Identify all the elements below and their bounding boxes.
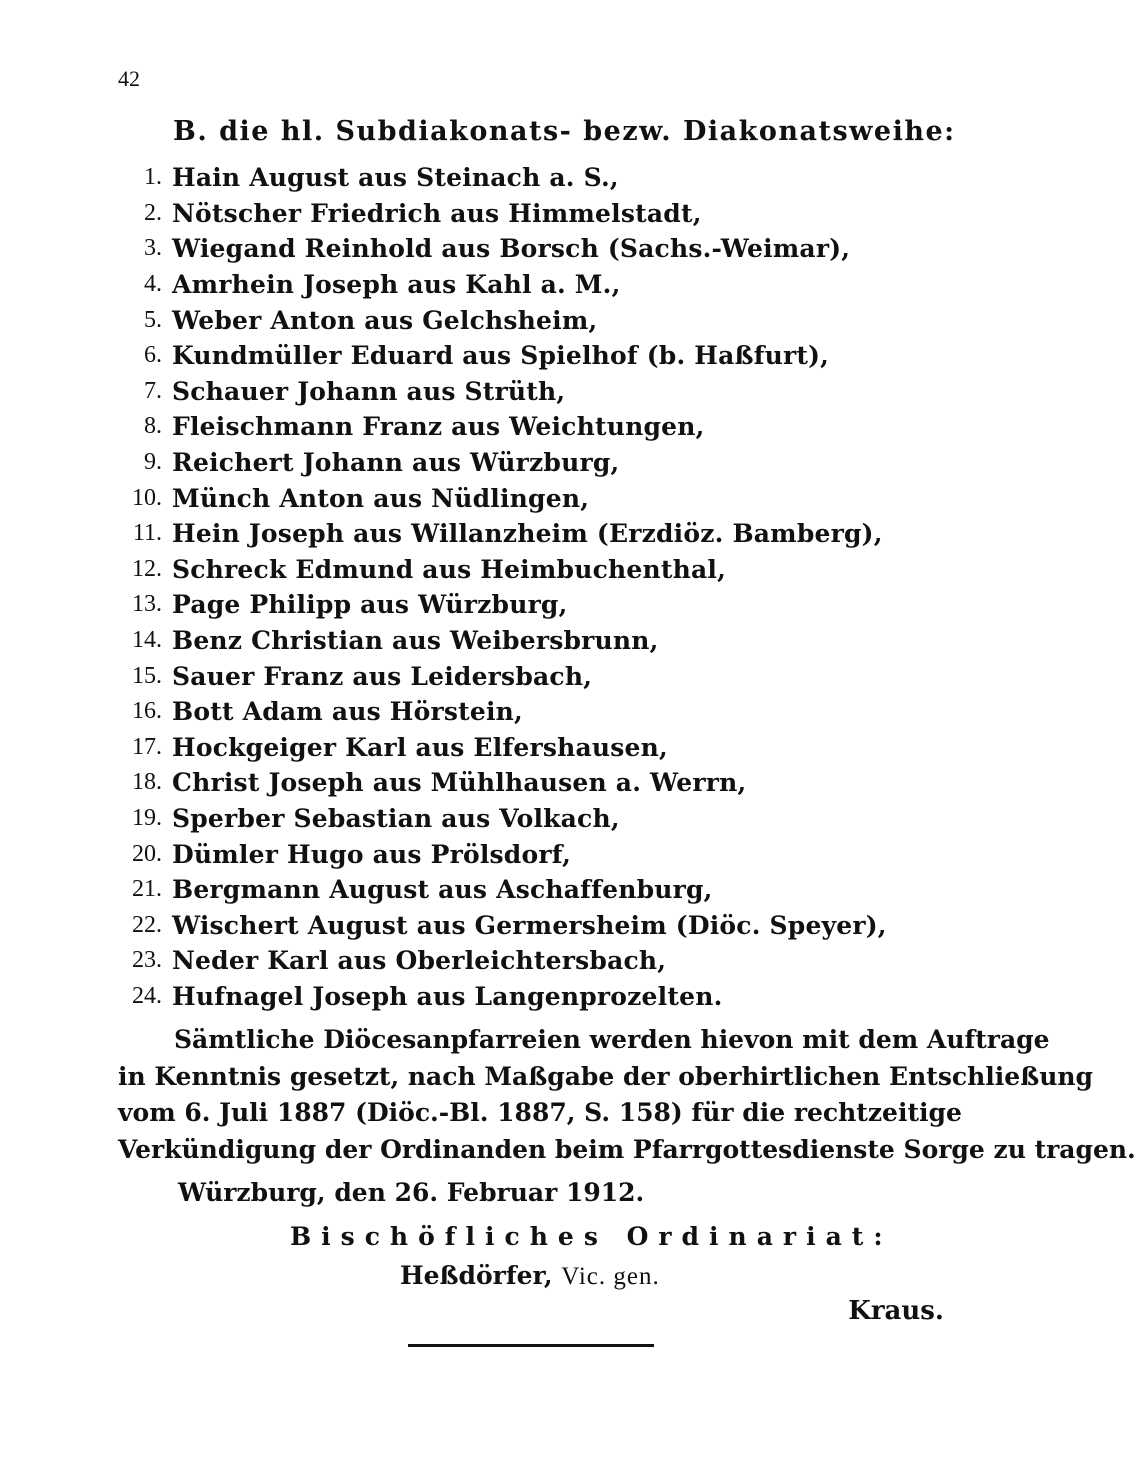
ordinand-number: 2.	[144, 199, 162, 226]
issuing-authority: Bischöfliches Ordinariat:	[290, 1222, 893, 1251]
ordinand-number: 10.	[132, 484, 162, 511]
ordinand-entry: Page Philipp aus Würzburg,	[172, 590, 568, 620]
ordinand-entry: Schreck Edmund aus Heimbuchenthal,	[172, 554, 726, 584]
ordinand-item	[100, 516, 887, 552]
ordinand-number: 16.	[132, 698, 162, 725]
ordinand-entry: Nötscher Friedrich aus Himmelstadt,	[172, 198, 702, 228]
signatory-name: Heßdörfer,	[400, 1261, 553, 1290]
ordinand-number: 1.	[144, 164, 162, 191]
ordinand-item	[100, 801, 887, 837]
ordinand-entry: Bott Adam aus Hörstein,	[172, 697, 523, 727]
ordinand-number: 8.	[144, 413, 162, 440]
closing-rule	[408, 1344, 654, 1347]
ordinand-item	[100, 445, 887, 481]
ordinand-item	[100, 658, 887, 694]
ordinand-entry: Schauer Johann aus Strüth,	[172, 376, 566, 406]
paragraph-line: Verkündigung der Ordinanden beim Pfarrgottesdienste Sorge zu tragen.	[118, 1134, 1136, 1164]
ordinand-number: 21.	[132, 876, 162, 903]
ordinand-number: 22.	[132, 911, 162, 938]
ordinand-entry: Münch Anton aus Nüdlingen,	[172, 483, 590, 513]
ordinand-number: 7.	[144, 377, 162, 404]
ordinand-number: 15.	[132, 662, 162, 689]
ordinand-item	[100, 765, 887, 801]
ordinand-entry: Hufnagel Joseph aus Langenprozelten.	[172, 981, 723, 1011]
ordinand-item	[100, 943, 887, 979]
ordinand-item	[100, 587, 887, 623]
ordinand-item	[100, 267, 887, 303]
ordinand-number: 9.	[144, 449, 162, 476]
ordinand-number: 19.	[132, 804, 162, 831]
paragraph-line: vom 6. Juli 1887 (Diöc.-Bl. 1887, S. 158) für die rechtzeitige	[118, 1098, 962, 1127]
ordinand-number: 23.	[132, 947, 162, 974]
ordinand-number: 12.	[132, 555, 162, 582]
ordinand-item	[100, 374, 887, 410]
ordinand-number: 3.	[144, 235, 162, 262]
paragraph-line: Sämtliche Diöcesanpfarreien werden hievon mit dem Auftrage	[174, 1025, 1050, 1054]
ordinand-number: 17.	[132, 733, 162, 760]
ordinand-entry: Fleischmann Franz aus Weichtungen,	[172, 412, 705, 442]
ordinand-number: 5.	[144, 306, 162, 333]
ordinand-entry: Wischert August aus Germersheim (Diöc. Speyer),	[172, 910, 887, 940]
ordinand-item	[100, 231, 887, 267]
ordinand-item	[100, 872, 887, 908]
ordinand-entry: Christ Joseph aus Mühlhausen a. Werrn,	[172, 768, 747, 798]
ordinand-entry: Amrhein Joseph aus Kahl a. M.,	[172, 270, 621, 300]
ordinand-item	[100, 623, 887, 659]
ordinand-entry: Wiegand Reinhold aus Borsch (Sachs.-Weimar),	[172, 234, 851, 264]
notice-paragraph	[118, 1022, 1136, 1168]
ordinand-item	[100, 694, 887, 730]
ordinand-number: 20.	[132, 840, 162, 867]
ordinand-entry: Sperber Sebastian aus Volkach,	[172, 803, 620, 833]
ordinand-entry: Sauer Franz aus Leidersbach,	[172, 661, 593, 691]
ordinand-number: 24.	[132, 982, 162, 1009]
ordinand-entry: Reichert Johann aus Würzburg,	[172, 448, 620, 478]
ordinand-item	[100, 730, 887, 766]
ordinand-item	[100, 196, 887, 232]
ordinand-entry: Benz Christian aus Weibersbrunn,	[172, 626, 659, 656]
ordinand-entry: Hockgeiger Karl aus Elfershausen,	[172, 732, 668, 762]
ordinand-entry: Hein Joseph aus Willanzheim (Erzdiöz. Bamberg),	[172, 519, 883, 549]
ordinand-number: 14.	[132, 627, 162, 654]
ordinand-item	[100, 160, 887, 196]
ordinand-entry: Neder Karl aus Oberleichtersbach,	[172, 946, 667, 976]
ordinand-item	[100, 480, 887, 516]
ordinand-entry: Dümler Hugo aus Prölsdorf,	[172, 839, 572, 869]
ordinand-number: 6.	[144, 342, 162, 369]
signatory-title: Vic. gen.	[561, 1263, 660, 1290]
ordinand-item	[100, 338, 887, 374]
ordinand-list	[100, 160, 887, 1014]
ordinand-item	[100, 836, 887, 872]
ordinand-item	[100, 907, 887, 943]
page-number: 42	[118, 66, 140, 91]
ordinand-item	[100, 552, 887, 588]
ordinand-item	[100, 409, 887, 445]
ordinand-number: 11.	[132, 520, 162, 547]
signatory	[400, 1261, 660, 1291]
cosigner: Kraus.	[848, 1296, 944, 1326]
ordinand-entry: Hain August aus Steinach a. S.,	[172, 163, 619, 193]
ordinand-item	[100, 302, 887, 338]
ordinand-item	[100, 979, 887, 1015]
ordinand-entry: Bergmann August aus Aschaffenburg,	[172, 875, 713, 905]
date-line: Würzburg, den 26. Februar 1912.	[178, 1178, 645, 1207]
ordinand-number: 4.	[144, 271, 162, 298]
ordinand-entry: Weber Anton aus Gelchsheim,	[172, 305, 598, 335]
section-heading: B. die hl. Subdiakonats- bezw. Diakonatsweihe:	[173, 116, 956, 147]
paragraph-line: in Kenntnis gesetzt, nach Maßgabe der oberhirtlichen Entschließung	[118, 1061, 1094, 1091]
ordinand-number: 18.	[132, 769, 162, 796]
ordinand-entry: Kundmüller Eduard aus Spielhof (b. Haßfurt),	[172, 341, 830, 371]
ordinand-number: 13.	[132, 591, 162, 618]
